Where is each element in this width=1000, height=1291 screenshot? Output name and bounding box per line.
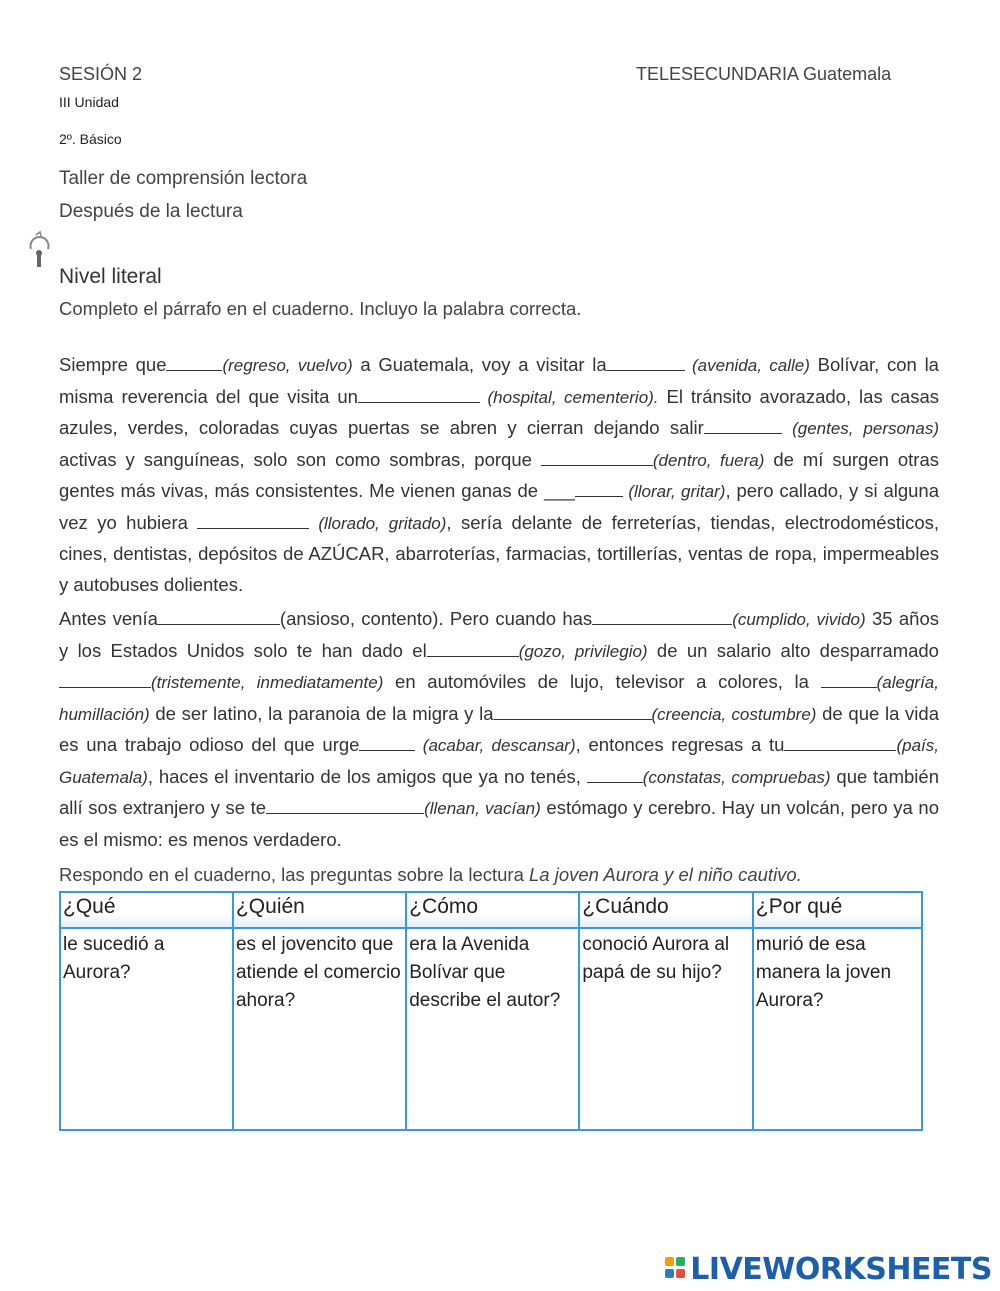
workshop-subtitle: Después de la lectura — [59, 201, 243, 222]
table-cell: es el jovencito que atiende el comercio ahora? — [233, 928, 406, 1130]
blank-input[interactable] — [607, 352, 685, 371]
blank-input[interactable] — [587, 764, 643, 783]
blank-input[interactable] — [266, 795, 424, 814]
blank-input[interactable] — [59, 669, 151, 688]
blank-input[interactable] — [704, 415, 782, 434]
table-header: ¿Quién — [233, 892, 406, 928]
blank-input[interactable] — [197, 510, 309, 529]
paragraph-1: Siempre que (regreso, vuelvo) a Guatemala, voy a visitar la (avenida, calle) Bolívar, con la misma reverencia del que visita un (hospital, cementerio). El tránsito avorazado, las casas azules, verdes, coloradas cuyas puertas se abren y cierran dejando salir (gentes, personas) activas y sanguíneas, solo son como sombras, porque (dentro, fuera) de mí surgen otras gentes más vivas, más consistentes. Me vienen ganas de ___ (llorar, gritar), pero callado, y si alguna vez yo hubiera (llorado, gritado), sería delante de ferreterías, tiendas, electrodomésticos, cines, dentistas, depósitos de AZÚCAR, abarroterías, farmacias, tortillerías, ventas de ropa, impermeables y autobuses dolientes. — [59, 354, 940, 595]
blank-input[interactable] — [359, 732, 415, 751]
level-title: Nivel literal — [59, 265, 162, 288]
logo-icon — [665, 1257, 687, 1281]
blank-input[interactable] — [592, 606, 732, 625]
blank-input[interactable] — [575, 478, 623, 497]
blank-input[interactable] — [541, 447, 653, 466]
questions-instruction: Respondo en el cuaderno, las preguntas sobre la lectura La joven Aurora y el niño cautivo. — [59, 864, 802, 885]
table-cell: conoció Aurora al papá de su hijo? — [579, 928, 753, 1130]
blank-input[interactable] — [358, 384, 480, 403]
level-instruction: Completo el párrafo en el cuaderno. Incluyo la palabra correcta. — [59, 298, 582, 319]
blank-input[interactable] — [821, 669, 877, 688]
session-label: SESIÓN 2 — [59, 64, 143, 84]
table-header-row — [60, 892, 922, 928]
grade-label: 2º. Básico — [59, 131, 122, 147]
table-row — [60, 928, 922, 1130]
table-cell: murió de esa manera la joven Aurora? — [753, 928, 922, 1130]
blank-input[interactable] — [494, 701, 652, 720]
unit-label: III Unidad — [59, 94, 119, 110]
questions-table — [59, 891, 923, 1131]
table-header: ¿Cuándo — [579, 892, 753, 928]
table-header: ¿Por qué — [753, 892, 922, 928]
table-header: ¿Qué — [60, 892, 233, 928]
workshop-title: Taller de comprensión lectora — [59, 168, 308, 189]
blank-input[interactable] — [158, 606, 280, 625]
book-title: La joven Aurora y el niño cautivo. — [529, 864, 802, 885]
table-header: ¿Cómo — [406, 892, 579, 928]
table-cell: era la Avenida Bolívar que describe el autor? — [406, 928, 579, 1130]
blank-input[interactable] — [427, 638, 519, 657]
table-cell: le sucedió a Aurora? — [60, 928, 233, 1130]
school-label: TELESECUNDARIA Guatemala — [636, 64, 892, 84]
reading-passage — [59, 350, 939, 855]
blank-input[interactable] — [166, 352, 222, 371]
blank-input[interactable] — [784, 732, 896, 751]
paragraph-2: Antes venía (ansioso, contento). Pero cuando has (cumplido, vivido) 35 años y los Estados Unidos solo te han dado el (gozo, privilegio) de un salario alto desparramado(tristemente, inmediatamente) en automóviles de lujo, televisor a colores, la (alegría, humillación) de ser latino, la paranoia de la migra y la (creencia, costumbre) de que la vida es una trabajo odioso del que urge (acabar, descansar), entonces regresas a tu (país, Guatemala), haces el inventario de los amigos que ya no tenés, (constatas, compruebas) que también allí sos extranjero y se te (llenan, vacían) estómago y cerebro. Hay un volcán, pero ya no es el mismo: es menos verdadero. — [59, 608, 940, 850]
audio-icon[interactable] — [22, 227, 56, 274]
liveworksheets-logo: LIVEWORKSHEETS — [665, 1252, 992, 1287]
